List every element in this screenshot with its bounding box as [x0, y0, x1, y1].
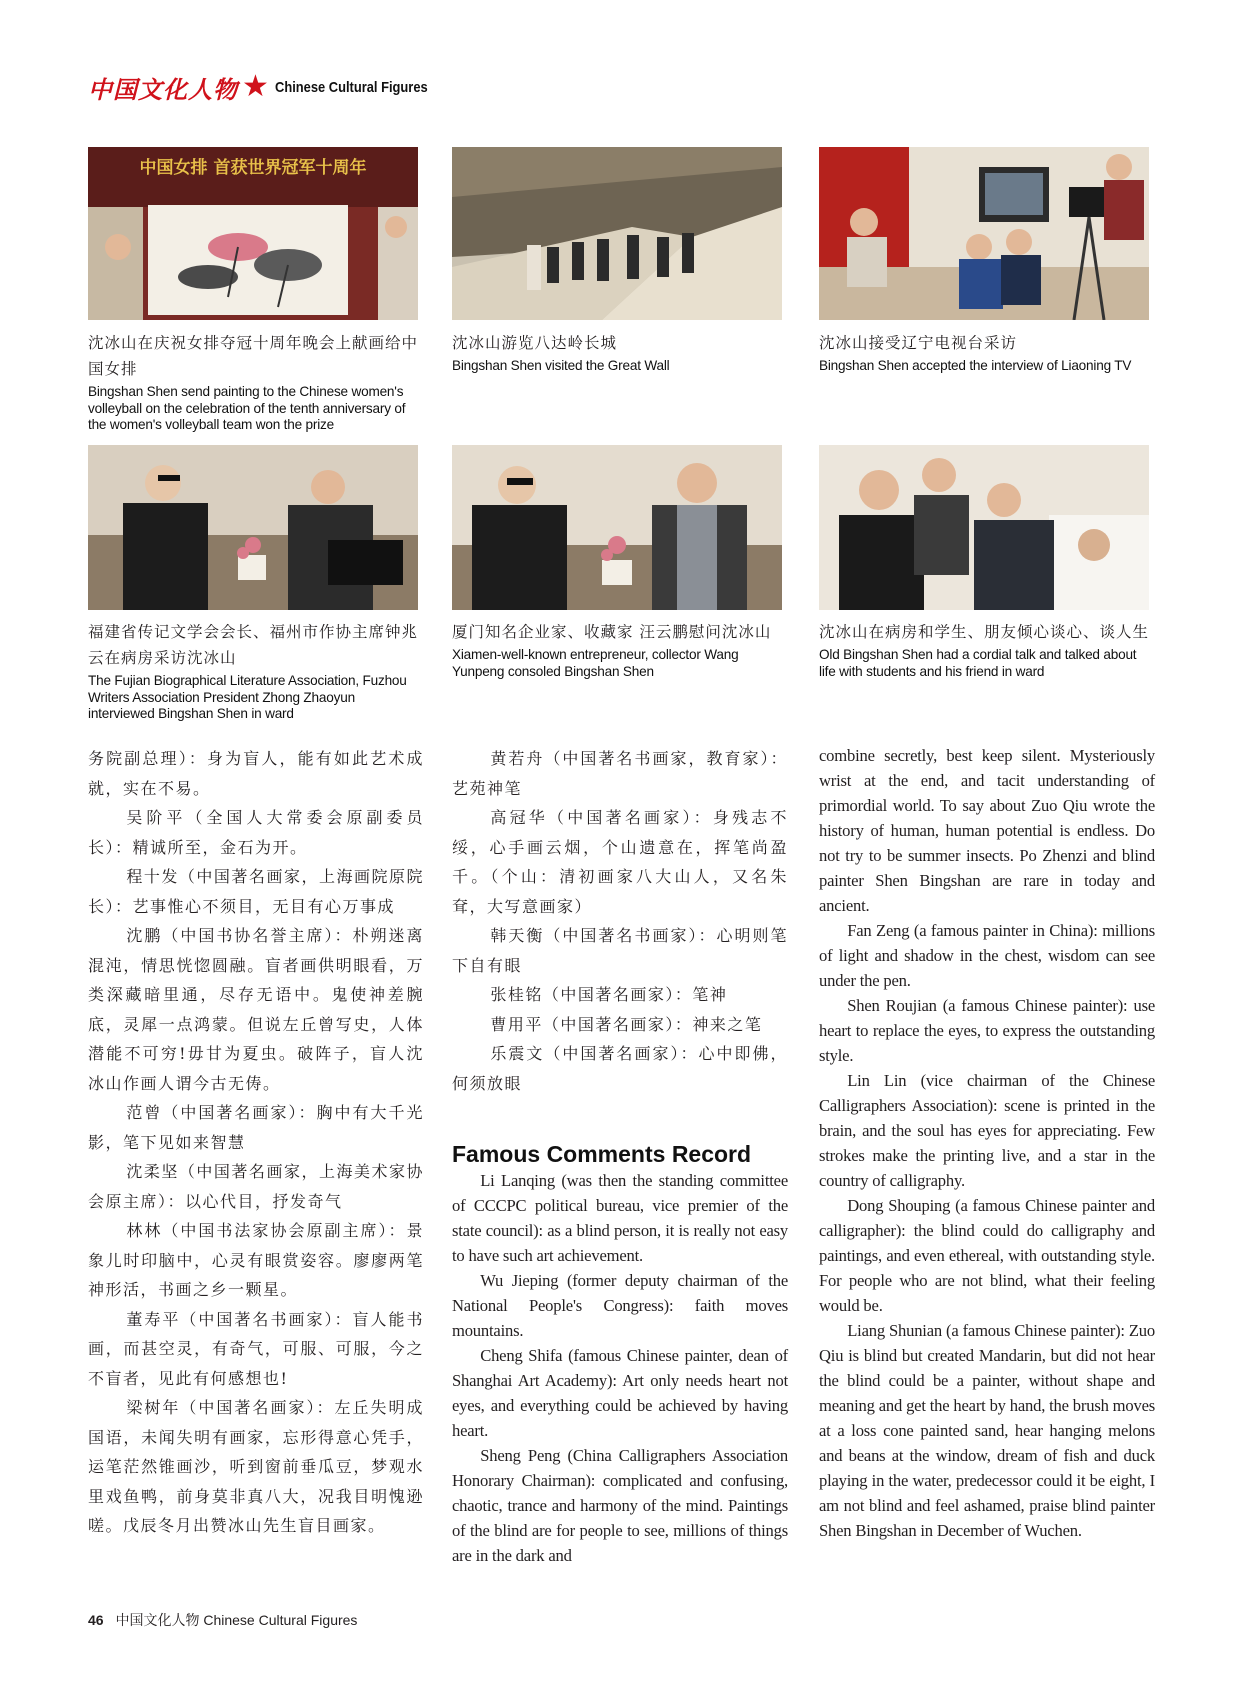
- caption-en: The Fujian Biographical Literature Association, Fuzhou Writers Association President Zhong Zhaoyun interviewed Bingshan Shen in ward: [88, 673, 407, 721]
- comment-paragraph: Liang Shunian (a famous Chinese painter): Zuo Qiu is blind but created Mandarin, but did not hear the blind could be a painter, without shape and meaning and get the heart by hand, the brush moves at a loss cone painted sand, hear hanging melons and beans at the window, dream of fish and duck playing in the water, predecessor could it be eight, I am not blind and feel ashamed, praise blind painter Shen Bingshan in December of Wuchen.: [819, 1321, 1155, 1540]
- comment-paragraph: Fan Zeng (a famous painter in China): millions of light and shadow in the chest, wisdom can see under the pen.: [819, 921, 1155, 990]
- column-middle-english: [452, 1168, 788, 1568]
- comment-paragraph: 沈鹏（中国书协名誉主席）：朴朔迷离混沌，情思恍惚圆融。盲者画供明眼看，万类深藏暗里通，尽存无语中。鬼使神差腕底，灵犀一点鸿蒙。但说左丘曾写史，人体潜能不可穷!毋甘为夏虫。破阵子，盲人沈冰山作画人谓今古无俦。: [88, 926, 424, 1093]
- brand-title-cn: 中国文化人物: [88, 74, 238, 104]
- comment-paragraph: 程十发（中国著名画家，上海画院原院长）：艺事惟心不须目，无目有心万事成: [88, 867, 424, 916]
- caption-3: [819, 330, 1153, 375]
- column-middle: [452, 744, 788, 1568]
- column-chinese-comments: [88, 744, 424, 1541]
- star-icon: ★: [242, 69, 269, 104]
- comment-paragraph: 梁树年（中国著名画家）：左丘失明成国语，未闻失明有画家，忘形得意心凭手，运笔茫然锥画沙，听到窗前垂瓜豆，梦观水里戏鱼鸭，前身莫非真八大，况我目明愧逊嗟。戊辰冬月出赞冰山先生盲目画家。: [88, 1398, 424, 1535]
- comment-paragraph: 张桂铭（中国著名画家）：笔神: [490, 985, 728, 1004]
- caption-cn: 福建省传记文学会会长、福州市作协主席钟兆云在病房采访沈冰山: [88, 623, 419, 667]
- caption-cn: 沈冰山接受辽宁电视台采访: [819, 334, 1018, 352]
- caption-en: Old Bingshan Shen had a cordial talk and talked about life with students and his friend in ward: [819, 647, 1137, 679]
- photo-banner-text: 中国女排 首获世界冠军十周年: [139, 158, 367, 178]
- photo-great-wall: [452, 147, 782, 320]
- magazine-header: [88, 70, 452, 104]
- column-english-comments: [819, 743, 1155, 1543]
- caption-en: Bingshan Shen send painting to the Chinese women's volleyball on the celebration of the tenth anniversary of the women's volleyball team won the prize: [88, 384, 406, 432]
- caption-en: Xiamen-well-known entrepreneur, collector Wang Yunpeng consoled Bingshan Shen: [452, 647, 739, 679]
- caption-5: [452, 619, 786, 680]
- comment-paragraph: combine secretly, best keep silent. Mysteriously wrist at the end, and tacit understanding of primordial world. To say about Zuo Qiu wrote the history of human, human potential is endless. Do not try to be summer insects. Po Zhenzi and blind painter Shen Bingshan are rare in today and ancient.: [819, 746, 1155, 915]
- comment-paragraph: 乐震文（中国著名画家）：心中即佛，何须放眼: [452, 1044, 788, 1093]
- comment-paragraph: 吴阶平（全国人大常委会原副委员长）：精诚所至，金石为开。: [88, 808, 424, 857]
- comment-paragraph: Cheng Shifa (famous Chinese painter, dean of Shanghai Art Academy): Art only needs heart not eyes, and everything could be achieved by having heart.: [452, 1346, 788, 1440]
- comment-paragraph: Shen Roujian (a famous Chinese painter): use heart to replace the eyes, to express the outstanding style.: [819, 996, 1155, 1065]
- comment-paragraph: Li Lanqing (was then the standing committee of CCCPC political bureau, vice premier of the state council): as a blind person, it is really not easy to have such art achievement.: [452, 1171, 788, 1265]
- caption-2: [452, 330, 786, 375]
- caption-en: Bingshan Shen visited the Great Wall: [452, 358, 670, 373]
- photo-volleyball-painting: [88, 147, 418, 320]
- comment-paragraph: 沈柔坚（中国著名画家，上海美术家协会原主席）：以心代目，抒发奇气: [88, 1162, 424, 1211]
- comment-paragraph: 务院副总理）：身为盲人，能有如此艺术成就，实在不易。: [88, 749, 424, 798]
- comment-paragraph: 曹用平（中国著名画家）：神来之笔: [490, 1014, 763, 1034]
- caption-cn: 沈冰山游览八达岭长城: [452, 334, 618, 352]
- section-title: Famous Comments Record: [452, 1141, 752, 1167]
- comment-paragraph: 黄若舟（中国著名书画家，教育家）：艺苑神笔: [452, 749, 788, 798]
- caption-1: [88, 330, 422, 434]
- caption-cn: 沈冰山在庆祝女排夺冠十周年晚会上献画给中国女排: [88, 334, 419, 378]
- comment-paragraph: 董寿平（中国著名书画家）：盲人能书画，而甚空灵，有奇气，可服、可服，今之不盲者，见此有何感想也!: [88, 1309, 424, 1388]
- comment-paragraph: Sheng Peng (China Calligraphers Association Honorary Chairman): complicated and confusing, chaotic, trance and harmony of the mind. Paintings of the blind are for people to see, millions of things are in the dark and: [452, 1446, 788, 1565]
- brand-title-en: Chinese Cultural Figures: [274, 78, 428, 96]
- caption-en: Bingshan Shen accepted the interview of Liaoning TV: [819, 358, 1132, 373]
- caption-cn: 厦门知名企业家、收藏家 汪云鹏慰问沈冰山: [452, 623, 772, 641]
- photo-wang-yunpeng-visit: [452, 445, 782, 610]
- comment-paragraph: Lin Lin (vice chairman of the Chinese Calligraphers Association): scene is printed in the brain, and the soul has eyes for appreciating. Few strokes make the printing live, and a star in the country of calligraphy.: [819, 1071, 1155, 1190]
- comment-paragraph: Dong Shouping (a famous Chinese painter and calligrapher): the blind could do calligraphy and paintings, and even ethereal, with outstanding style. For people who are not blind, what their feeling would be.: [819, 1196, 1155, 1315]
- page-footer: [88, 1610, 357, 1630]
- comment-paragraph: 范曾（中国著名画家）：胸中有大千光影，笔下见如来智慧: [88, 1103, 424, 1152]
- comment-paragraph: Wu Jieping (former deputy chairman of the National People's Congress): faith moves mountains.: [452, 1271, 788, 1340]
- photo-ward-talk: [819, 445, 1149, 610]
- footer-title: 中国文化人物 Chinese Cultural Figures: [115, 1612, 358, 1628]
- caption-6: [819, 619, 1153, 680]
- comment-paragraph: 高冠华（中国著名画家）：身残志不绥，心手画云烟，个山遗意在，挥笔尚盈千。（个山：清初画家八大山人，又名朱耷，大写意画家）: [452, 808, 788, 916]
- comment-paragraph: 韩天衡（中国著名书画家）：心明则笔下自有眼: [452, 926, 788, 975]
- caption-cn: 沈冰山在病房和学生、朋友倾心谈心、谈人生: [819, 623, 1150, 641]
- photo-tv-interview: [819, 147, 1149, 320]
- comment-paragraph: 林林（中国书法家协会原副主席）：景象儿时印脑中，心灵有眼赏姿容。廖廖两笔神形活，书画之乡一颗星。: [88, 1221, 424, 1299]
- column-middle-chinese: [452, 744, 788, 1098]
- page-number: 46: [88, 1612, 104, 1628]
- photo-zhong-zhaoyun-interview: [88, 445, 418, 610]
- caption-4: [88, 619, 422, 723]
